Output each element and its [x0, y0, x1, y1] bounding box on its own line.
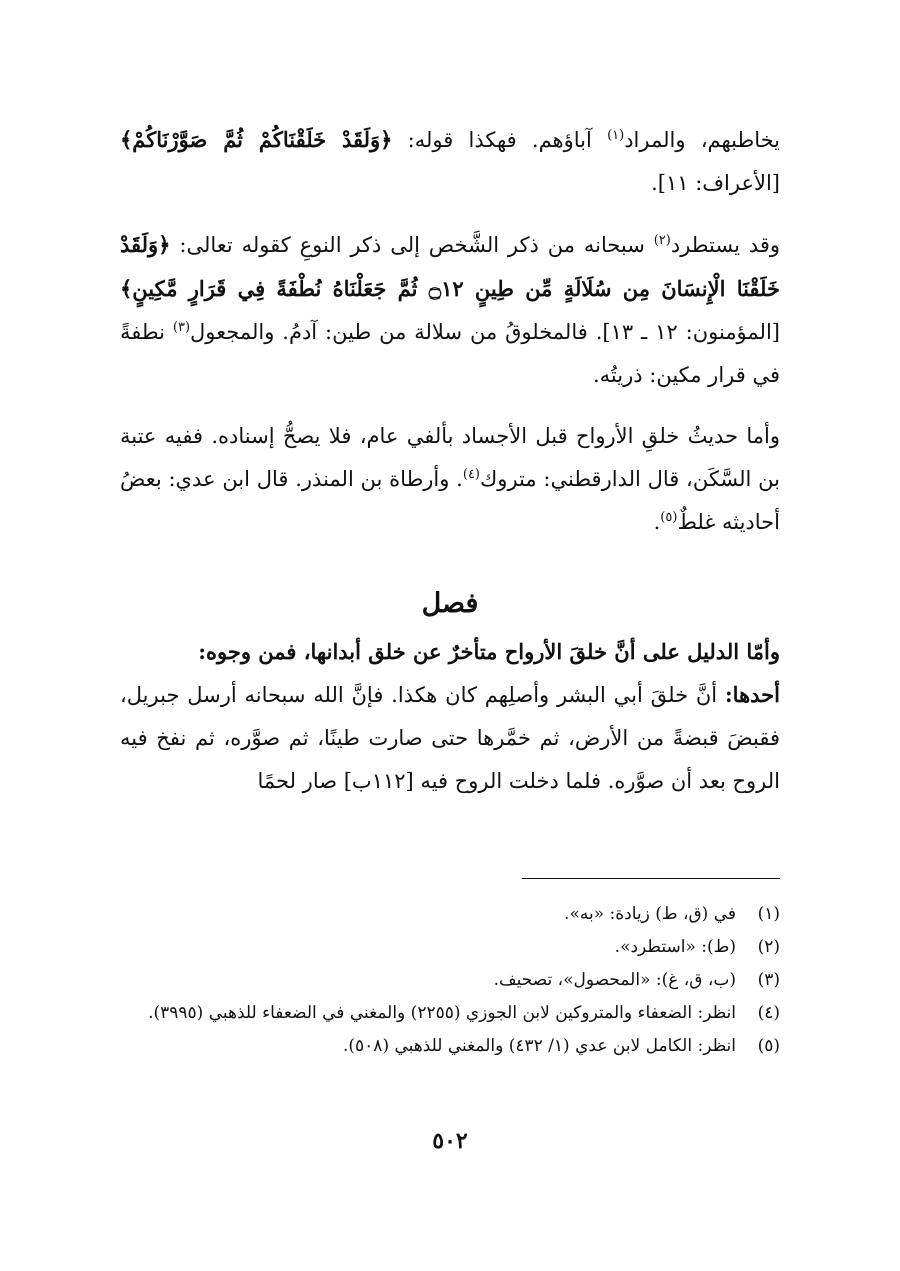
footnote-text: انظر: الكامل لابن عدي (١/ ٤٣٢) والمغني للذهبي (٥٠٨). [342, 1036, 736, 1056]
text-segment: . وأرطاة بن المنذر. قال ابن عدي: بعضُ أحاديثه غلطٌ [120, 467, 780, 534]
footnote-3 [120, 964, 780, 997]
paragraph-1 [120, 118, 780, 205]
section-lead: وأمّا الدليل على أنَّ خلقَ الأرواح متأخرٌ عن خلق أبدانها، فمن وجوه: [198, 639, 780, 664]
paragraph-4 [120, 673, 780, 803]
footnote-text: (ط): «استطرد». [614, 937, 736, 957]
point-label: أحدها: [724, 682, 780, 707]
footnote-divider [522, 878, 780, 879]
text-segment: آباؤهم. فهكذا قوله: [392, 128, 608, 152]
footnote-number: (٤) [757, 1003, 780, 1023]
text-segment: وأما حديثُ خلقِ الأرواح قبل الأجساد بألفي عام، فلا يصحُّ إسناده. ففيه عتبة بن السَّكَن، قال الدارقطني: متروك [120, 424, 780, 491]
footnote-4 [120, 997, 780, 1030]
text-segment: وقد يستطرد [670, 233, 780, 257]
footnote-ref-1[interactable]: (١) [607, 128, 625, 143]
footnote-number: (٣) [757, 970, 780, 990]
text-segment: يخاطبهم، والمراد [624, 128, 780, 152]
footnote-text: (ب، ق، غ): «المحصول»، تصحيف. [493, 970, 736, 990]
text-segment: نطفةً في قرار مكين: ذريتُه. [120, 320, 780, 387]
footnote-text: في (ق، ط) زيادة: «به». [564, 904, 736, 924]
footnote-number: (١) [757, 904, 780, 924]
footnote-ref-5[interactable]: (٥) [660, 510, 678, 525]
main-text [120, 118, 780, 803]
paragraph-3 [120, 415, 780, 544]
text-segment: سبحانه من ذكر الشَّخص إلى ذكر النوعِ كقوله تعالى: [170, 233, 654, 257]
text-segment: [الأعراف: ١١]. [651, 171, 780, 195]
footnote-number: (٥) [757, 1036, 780, 1056]
footnote-1 [120, 898, 780, 931]
text-segment: . [653, 510, 661, 534]
footnote-2 [120, 931, 780, 964]
page-number: ٥٠٢ [432, 1128, 468, 1154]
footnote-ref-4[interactable]: (٤) [462, 467, 480, 482]
footnote-ref-2[interactable]: (٢) [653, 233, 671, 248]
footnote-5 [120, 1030, 780, 1063]
text-segment: أنَّ خلقَ أبي البشر وأصلِهم كان هكذا. فإنَّ الله سبحانه أرسل جبريل، فقبضَ قبضةً من الأرض، ثم خمَّرها حتى صارت طينًا، ثم صوَّره، ثم نفخ فيه الروح بعد أن صوَّره. فلما دخلت الروح فيه [١١٢ب] صار لحمًا [120, 683, 780, 793]
footnote-ref-3[interactable]: (٣) [172, 320, 191, 335]
quran-verse: ﴿وَلَقَدْ خَلَقْنَاكُمْ ثُمَّ صَوَّرْنَاكُمْ﴾ [120, 127, 393, 152]
quran-verse: ﴿وَلَقَدْ خَلَقْنَا الْإِنسَانَ مِن سُلَالَةٍ مِّن طِينٍ ۝١٢ ثُمَّ جَعَلْنَاهُ نُطْفَةً فِي قَرَارٍ مَّكِينٍ﴾ [120, 232, 780, 301]
text-segment: [المؤمنون: ١٢ ـ ١٣]. فالمخلوقُ من سلالة من طين: آدمُ. والمجعول [190, 320, 780, 344]
footnote-number: (٢) [757, 937, 780, 957]
section-title: فصل [421, 588, 479, 619]
footnote-text: انظر: الضعفاء والمتروكين لابن الجوزي (٢٢٥٥) والمغني في الضعفاء للذهبي (٣٩٩٥). [148, 1003, 736, 1023]
paragraph-2 [120, 223, 780, 397]
footnotes [120, 898, 780, 1063]
